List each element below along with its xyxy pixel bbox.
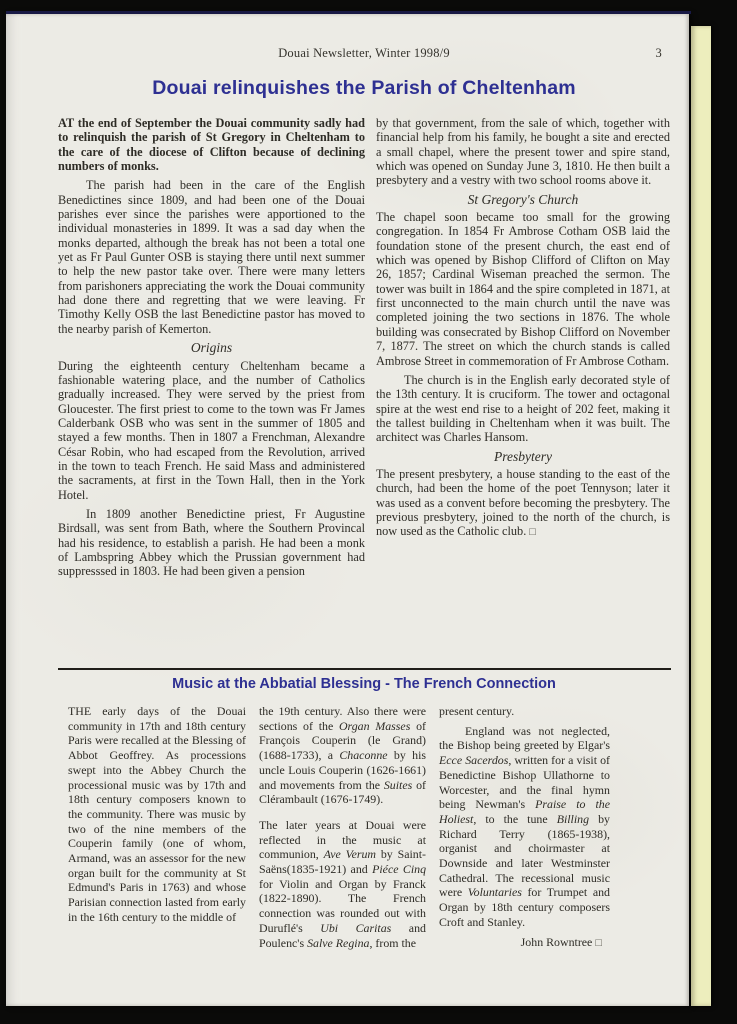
- paragraph: by that government, from the sale of which, together with financial help from his family, he bought a site and erected a small chapel, where the present tower and spire stand, which was opened on Sunday June 3, 1810. He then built a presbytery and a vestry with two school rooms above it.: [376, 116, 670, 188]
- paragraph: present century.: [439, 704, 515, 718]
- byline-author: John Rowntree: [520, 934, 593, 949]
- page-number: 3: [655, 46, 662, 60]
- end-of-article-marker: □: [595, 936, 602, 949]
- paragraph: England was not neglected, the Bishop being greeted by Elgar's Ecce Sacerdos, written for a visit of Benedictine Bishop Ullathorne to Worcester, and the final hymn being Newman's Praise to the Holiest, to the tune Billing by Richard Terry (1865-1938), organist and choirmaster at Downside and later Westminster Cathedral. The recessional music were Voluntaries for Trumpet and Organ by 18th century composers Croft and Stanley.: [439, 723, 611, 929]
- article1-title: Douai relinquishes the Parish of Cheltenham: [152, 77, 576, 99]
- paragraph: During the eighteenth century Cheltenham became a fashionable watering place, and the number of Catholics gradually increased. They were served by the priest from Gloucester. The first priest to come to the town was Fr James Calderbank OSB who was sent in the summer of 1805 and stayed a few months. Then in 1807 a Frenchman, Alexandre César Robin, who had escaped from the Revolution, arrived in the town to teach French. He said Mass and administered the sacraments, at first in the Town Hall, then in the York Hotel.: [58, 358, 365, 502]
- end-of-article-marker: □: [529, 526, 536, 539]
- article1-body: [58, 116, 670, 668]
- next-page-edge: [691, 26, 711, 1006]
- paragraph: THE early days of the Douai community in 17th and 18th century Paris were recalled at the Blessing of Abbot Geoffrey. As processions swept into the Abbey Church the processional music was by 17th and 18th century composers known to the community. There was music by two of the nine members of the Couperin family (one of whom, Armand, was an assessor for the new organ built for the community at St Edmund's Paris in 1763) and whose Parisian connection lasted from early in the 16th century to the middle of: [68, 704, 246, 924]
- byline: [439, 935, 610, 951]
- article1-lead-paragraph: AT the end of September the Douai community sadly had to relinquish the parish of St Gregory in Cheltenham to the care of the diocese of Clifton because of declining numbers of monks.: [58, 116, 365, 174]
- paragraph: [376, 467, 670, 540]
- running-header: [58, 46, 670, 64]
- paragraph: The later years at Douai were reflected in the music at communion, Ave Verum by Saint-Saëns(1835-1921) and Piéce Cinq for Violin and Organ by Franck (1822-1890). The French connection was rounded out with Duruflé's Ubi Caritas and Poulenc's Salve Regina, from the: [259, 817, 427, 950]
- article2-title: Music at the Abbatial Blessing - The French Connection: [172, 676, 556, 692]
- article2-column-1: [68, 704, 246, 950]
- section-divider-rule: [58, 668, 671, 670]
- subheading-origins: Origins: [190, 340, 233, 356]
- article2-column-3: [439, 704, 610, 950]
- paragraph: The chapel soon became too small for the growing congregation. In 1854 Fr Ambrose Cotham OSB laid the foundation stone of the present church, the east end of which was opened by Bishop Clifford of Clifton on May 26, 1857; Cardinal Wiseman preached the sermon. The tower was built in 1864 and the spire completed in 1871, at first unconnected to the main church until the nave was completed joining the two sections in 1876. The whole building was consecrated by Bishop Clifford on November 7, 1877. The street on which the church stands is called Ambrose Street in commemoration of Fr Ambrose Cotham.: [376, 210, 670, 368]
- article2-body: [68, 704, 610, 950]
- newsletter-page: [6, 14, 689, 1006]
- paragraph: the 19th century. Also there were sections of the Organ Masses of François Couperin (le Grand) (1688-1733), a Chaconne by his uncle Louis Couperin (1626-1661) and movements from the Suites of Clérambault (1676-1749).: [259, 704, 427, 807]
- article1-left-column: [58, 116, 365, 668]
- article2-column-2: [259, 704, 426, 950]
- subheading-st-gregorys-church: St Gregory's Church: [467, 191, 579, 207]
- subheading-presbytery: Presbytery: [494, 448, 552, 464]
- paragraph-text: The present presbytery, a house standing to the east of the church, had been the home of the poet Tennyson; later it was used as a convent before becoming the presbytery. The previous presbytery, joined to the north of the church, is now used as the Catholic club.: [376, 466, 670, 539]
- paragraph: The church is in the English early decorated style of the 13th century. It is cruciform. The tower and octagonal spire at the west end rise to a height of 202 feet, making it the tallest building in Cheltenham when it was built. The architect was Charles Hansom.: [376, 372, 670, 445]
- paragraph: In 1809 another Benedictine priest, Fr Augustine Birdsall, was sent from Bath, where the Southern Provincal had his residence, to establish a parish. He had been a monk of Lambspring Abbey which the Prussian government had suppresssed in 1803. He had been given a pension: [58, 506, 365, 579]
- newsletter-header-title: Douai Newsletter, Winter 1998/9: [278, 46, 450, 60]
- paragraph: The parish had been in the care of the English Benedictines since 1809, and had been one of the Douai parishes ever since the parishes were apportioned to the individual monasteries in 1899. It was a sad day when the monks departed, although the break has not been a total one yet as Fr Paul Gunter OSB is staying there until next summer to help the new pastor take over. There were many letters from parishoners appreciating the work the Douai community had done there and regretting that we were leaving. Fr Timothy Kelly OSB the last Benedictine pastor has moved to the nearby parish of Kemerton.: [58, 178, 365, 336]
- article1-right-column: [376, 116, 670, 668]
